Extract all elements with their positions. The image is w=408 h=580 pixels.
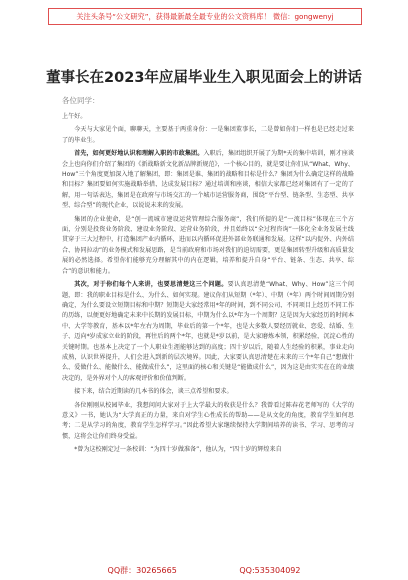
greeting: 各位同学： <box>62 96 100 105</box>
paragraph-text: 接下来，结合近期读的几本书的体会，谈三点希望和要求。 <box>74 388 233 396</box>
body-paragraph <box>62 401 354 443</box>
body-paragraph <box>62 280 354 384</box>
paragraph-text: 入职后，集团组织开展了为期*天的集中培训，刚才座谈会上也向你们介绍了集团的《新战略新文化新品牌新规范》，一个核心目的，就是要让你们从“What、Why、How”三个角度更加深入地了解集团，即：集团是谁、集团的战略和目标是什么？集团为什么确定这样的战略和目标？集团要如何实施战略举措、达成发展目标？通过培训和座谈，相信大家都已经对集团有了一定的了解，用一句话表达，集团是在政府与市场交汇的一个城市运营服务商，围绕“平台型、链条型、生态型、共享型、综合型”的现代企业，以说说未来的发展。 <box>62 150 355 210</box>
paragraph-text: 上午好。 <box>62 113 87 120</box>
paragraph-text: 各位刚刚从校园毕业，我想问问大家对于上大学最大的收获是什么？我曾看过陈春花老师写的《大学的意义》一书，她认为“大学真正的力量，来自对学生心性成长的帮助——是从文化的角度，教育学生如何思考；二是从学习的角度，教育学生怎样学习。”因此希望大家继续保持大学期间培养的读书、学习、思考的习惯，这将会让你们终身受益。 <box>62 401 354 440</box>
footer-qq-group: QQ群：30265665 <box>107 566 177 575</box>
document-body <box>62 112 354 459</box>
footer <box>0 565 408 576</box>
paragraph-text: *曾为这校刚定过一条校训：“为四十岁做准备”，他认为，“四十岁的辉煌来自 <box>74 446 282 454</box>
body-paragraph <box>62 149 354 211</box>
footer-qq: QQ:535304092 <box>239 566 301 575</box>
body-paragraph <box>62 215 354 277</box>
paragraph-text: 今天与大家见个面，聊聊天，主要基于两重身份：一是集团董事长，二是曾如你们一样也是已经走过来了的毕业生。 <box>62 126 354 144</box>
top-banner: 关注头条号“公文研究”，获得最新最全最专业的公文资料库！ 微信：gongwenyj <box>48 8 362 25</box>
body-paragraph <box>62 112 354 122</box>
document-title: 董事长在2023年应届毕业生入职见面会上的讲话 <box>46 70 362 86</box>
body-paragraph <box>62 125 354 146</box>
paragraph-text: 集团的企业使命，是“创一流城市建设运营管理综合服务商”，我们所提的是“一流目标”体现在三个方面，分别是投资业务阶段、建设业务阶段、运营业务阶段，并且始终以“全过程咨询”一体化全业务发展主线贯穿于三大过程中，打造集团产业内循环，进而以内循环促进外部业务联通和发展。这样“以内促外、内外结合、协同拉动”的业务模式和发展思路，是当前政府和市场对我们的迫切需要，更是集团转型升级和高质量发展的必然选择。希望你们能够充分理解其中的内在逻辑，培养和提升自身“平台、链条、生态、共享、综合”的意识和能力。 <box>62 215 354 275</box>
paragraph-text: 要认真思清楚“What、Why、How”这三个问题，即：我的职业目标是什么、为什么、如何实现。建议你们从短期（*年）、中期（*年）两个时间周期分别确定，为什么要设立短期目标和中期？短期是大家经常用*年的时间，到不同公司、不同项目上经历不同工作的历练，以便更好地确定未来中长期的发展目标，中期为什么以*年为一个周期？这是因为大家经历的时间本中、大学等教育，基本以*年左右为周期，毕业后的第一个*年，也是大多数人要经历就业、恋爱、结婚、生子、迈向*岁成家立业的阶段，再往后的两个*年，也就是*岁以前，是大家磨炼本领，积累经验，沉淀心性的关键时期。也基本上决定了一个人职业生涯能够达到的高度；四十岁以后，随着人生经验的积累，事业走向成熟，认识世界提升，人们会进入到新的层次境界。因此，大家要认真思清楚在未来的三个*年自己“想做什么、爱做什么、能做什么、能做成什么”，这里面的核心和关键是“能做成什么”，因为这是由实实在在的业绩决定的，是外界对个人的客观评价和价值判断。 <box>62 281 354 382</box>
body-paragraph <box>62 445 354 455</box>
paragraph-heading: 首先，如何更好地认识和理解入职的市政集团。 <box>74 150 204 158</box>
paragraph-heading: 其次，对于你们每个人来讲，也要思清楚这三个问题。 <box>74 281 228 289</box>
body-paragraph <box>62 387 354 397</box>
